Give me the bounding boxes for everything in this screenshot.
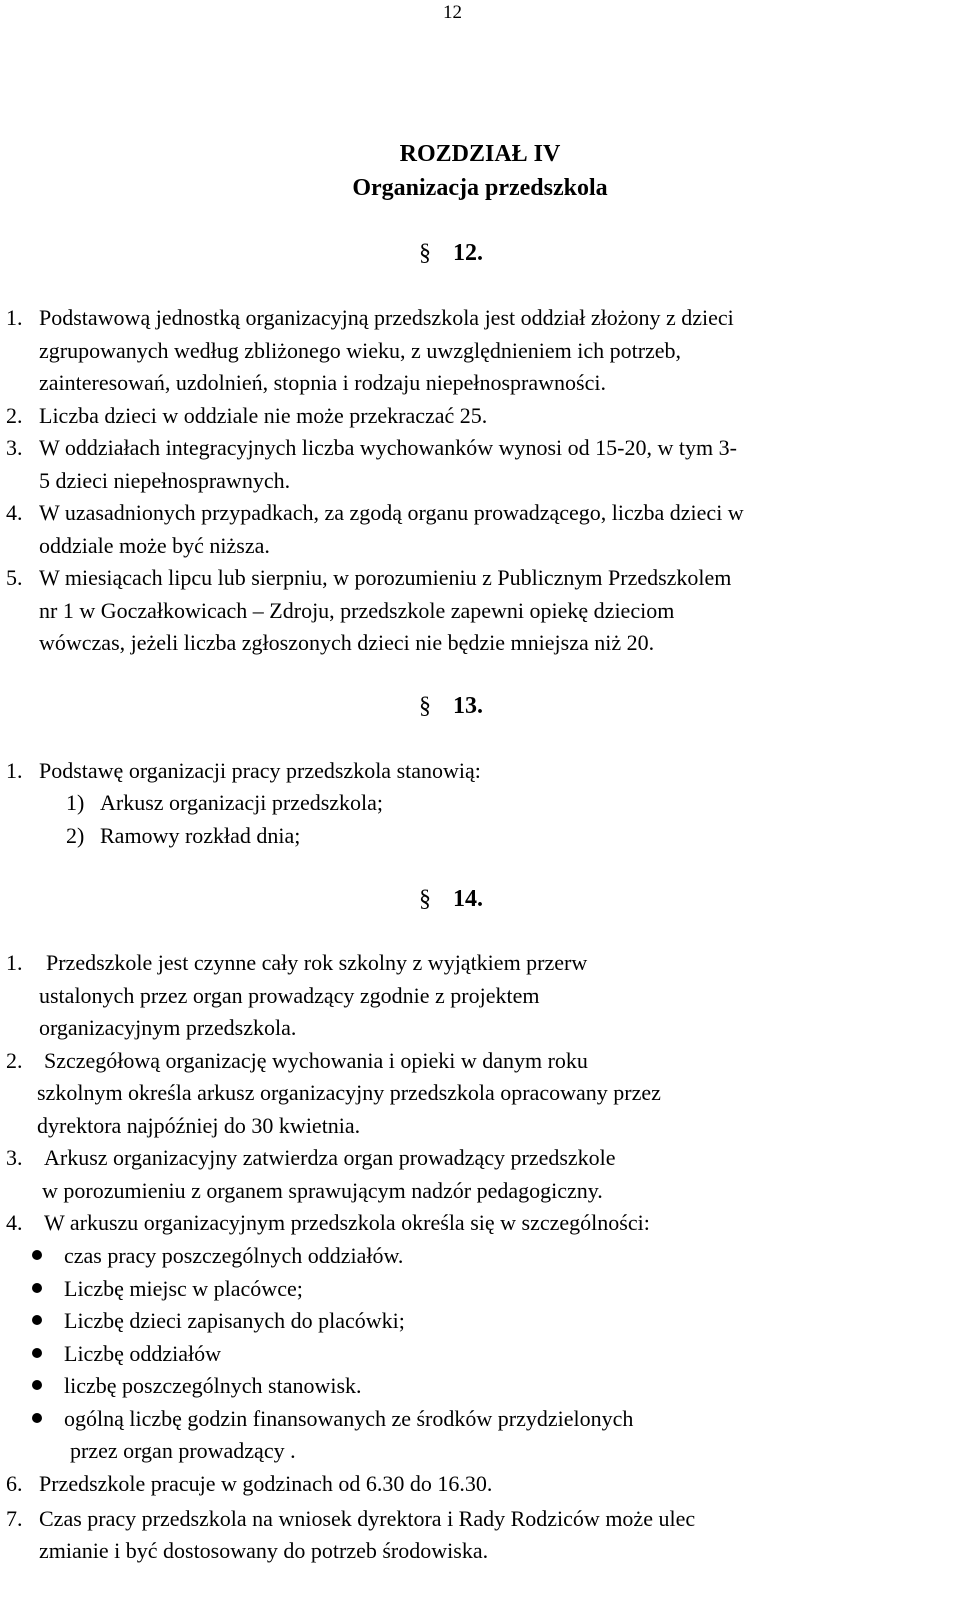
- item-number: 1.: [6, 758, 23, 783]
- item-line: Czas pracy przedszkola na wniosek dyrektora i Rady Rodziców może ulec: [39, 1506, 696, 1531]
- item-line: zgrupowanych według zbliżonego wieku, z uwzględnieniem ich potrzeb,: [39, 338, 682, 363]
- bullet-dot: [32, 1315, 42, 1325]
- item-line: Liczba dzieci w oddziale nie może przekraczać 25.: [39, 403, 488, 428]
- item-line: Podstawę organizacji pracy przedszkola stanowią:: [39, 758, 481, 783]
- page-number: 12: [443, 2, 462, 23]
- item-line: W miesiącach lipcu lub sierpniu, w porozumieniu z Publicznym Przedszkolem: [39, 565, 732, 590]
- bullet-dot: [32, 1348, 42, 1358]
- subitem-text: Arkusz organizacji przedszkola;: [100, 790, 384, 815]
- item-line: zainteresowań, uzdolnień, stopnia i rodzaju niepełnosprawności.: [39, 370, 606, 395]
- item-line: ustalonych przez organ prowadzący zgodnie z projektem: [39, 983, 540, 1008]
- bullet-line: Liczbę oddziałów: [64, 1341, 221, 1366]
- item-line: Przedszkole jest czynne cały rok szkolny z wyjątkiem przerw: [46, 950, 588, 975]
- item-line: 5 dzieci niepełnosprawnych.: [39, 468, 291, 493]
- section-heading-13: [419, 694, 483, 718]
- section-heading-12: [419, 241, 483, 265]
- section-heading-14: [419, 887, 483, 911]
- item-line: szkolnym określa arkusz organizacyjny przedszkola opracowany przez: [37, 1080, 661, 1105]
- item-line: wówczas, jeżeli liczba zgłoszonych dzieci nie będzie mniejsza niż 20.: [39, 630, 655, 655]
- chapter-title: ROZDZIAŁ IV: [399, 141, 561, 167]
- bullet-dot: [32, 1250, 42, 1260]
- item-number: 4.: [6, 1210, 23, 1235]
- chapter-subtitle: Organizacja przedszkola: [352, 175, 608, 201]
- bullet-line: Liczbę dzieci zapisanych do placówki;: [64, 1308, 405, 1333]
- section-symbol: §: [419, 693, 431, 719]
- item-number: 2.: [6, 403, 23, 428]
- item-number: 1.: [6, 305, 23, 330]
- item-number: 3.: [6, 435, 23, 460]
- subitem-number: 2): [66, 823, 85, 848]
- bullet-dot: [32, 1380, 42, 1390]
- section-label: 12.: [453, 240, 483, 266]
- item-line: w porozumieniu z organem sprawującym nadzór pedagogiczny.: [42, 1178, 603, 1203]
- bullet-dot: [32, 1283, 42, 1293]
- bullet-line: liczbę poszczególnych stanowisk.: [64, 1373, 362, 1398]
- subitem-number: 1): [66, 790, 85, 815]
- item-line: organizacyjnym przedszkola.: [39, 1015, 297, 1040]
- item-number: 6.: [6, 1471, 23, 1496]
- section-label: 13.: [453, 693, 483, 719]
- item-line: W oddziałach integracyjnych liczba wychowanków wynosi od 15-20, w tym 3-: [39, 435, 737, 460]
- item-number: 2.: [6, 1048, 23, 1073]
- item-number: 1.: [6, 950, 23, 975]
- section-label: 14.: [453, 886, 483, 912]
- item-line: oddziale może być niższa.: [39, 533, 270, 558]
- item-line: W uzasadnionych przypadkach, za zgodą organu prowadzącego, liczba dzieci w: [39, 500, 744, 525]
- bullet-line: przez organ prowadzący .: [70, 1438, 296, 1463]
- item-number: 3.: [6, 1145, 23, 1170]
- section-symbol: §: [419, 886, 431, 912]
- item-number: 5.: [6, 565, 23, 590]
- bullet-dot: [32, 1413, 42, 1423]
- item-line: Przedszkole pracuje w godzinach od 6.30 do 16.30.: [39, 1471, 493, 1496]
- item-line: Arkusz organizacyjny zatwierdza organ prowadzący przedszkole: [44, 1145, 616, 1170]
- subitem-text: Ramowy rozkład dnia;: [100, 823, 301, 848]
- item-line: dyrektora najpóźniej do 30 kwietnia.: [37, 1113, 361, 1138]
- item-number: 7.: [6, 1506, 23, 1531]
- bullet-line: ogólną liczbę godzin finansowanych ze środków przydzielonych: [64, 1406, 634, 1431]
- item-line: nr 1 w Goczałkowicach – Zdroju, przedszkole zapewni opiekę dzieciom: [39, 598, 675, 623]
- item-number: 4.: [6, 500, 23, 525]
- section-symbol: §: [419, 240, 431, 266]
- bullet-line: czas pracy poszczególnych oddziałów.: [64, 1243, 404, 1268]
- item-line: Podstawową jednostką organizacyjną przedszkola jest oddział złożony z dzieci: [39, 305, 734, 330]
- bullet-line: Liczbę miejsc w placówce;: [64, 1276, 303, 1301]
- item-line: Szczegółową organizację wychowania i opieki w danym roku: [44, 1048, 588, 1073]
- item-line: W arkuszu organizacyjnym przedszkola określa się w szczególności:: [44, 1210, 650, 1235]
- item-line: zmianie i być dostosowany do potrzeb środowiska.: [39, 1538, 489, 1563]
